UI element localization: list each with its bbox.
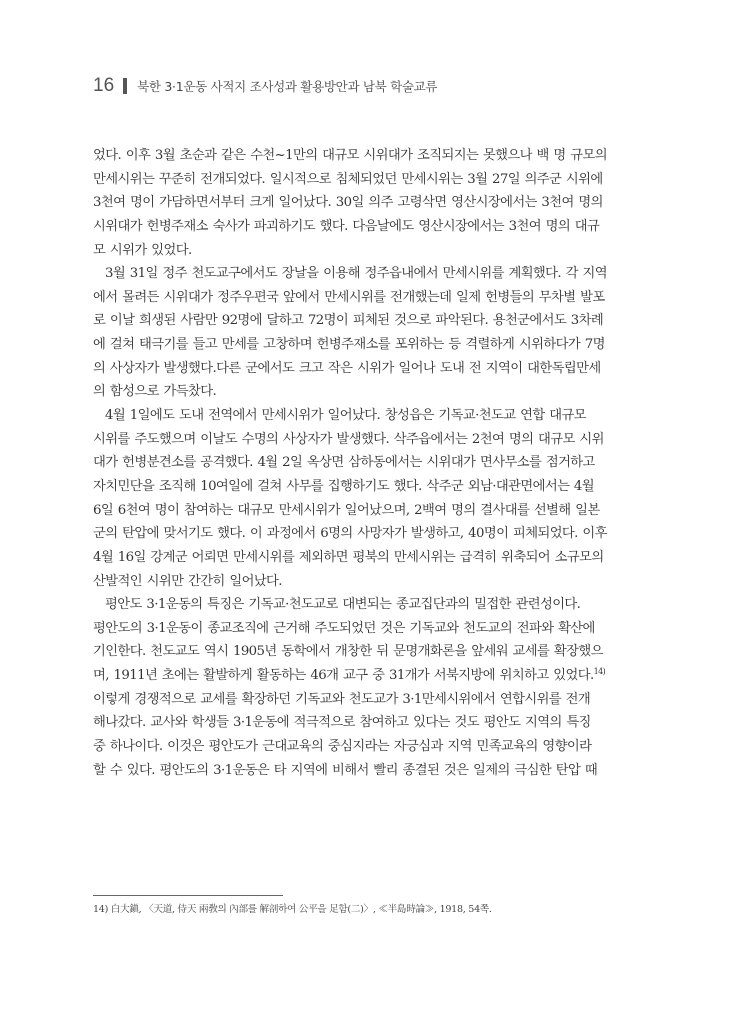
- body-line: 에서 몰려든 시위대가 정주우편국 앞에서 만세시위를 전개했는데 일제 헌병들의 무차별 발포: [93, 289, 605, 305]
- body-line: 모 시위가 있었다.: [93, 242, 192, 258]
- body-line: 6일 6천여 명이 참여하는 대규모 만세시위가 일어났으며, 2백여 명의 결사대를 선별해 일본: [93, 502, 600, 518]
- body-line: 평안도의 3·1운동이 종교조직에 근거해 주도되었던 것은 기독교와 천도교의 전파와 확산에: [93, 620, 595, 636]
- body-line: 었다. 이후 3월 초순과 같은 수천~1만의 대규모 시위대가 조직되지는 못했으나 백 명 규모의: [93, 148, 607, 163]
- body-line-with-footnote: [93, 664, 655, 688]
- header-divider-bar: [123, 78, 127, 94]
- body-line: 해나갔다. 교사와 학생들 3·1운동에 적극적으로 참여하고 있다는 것도 평안도 지역의 특징: [93, 715, 591, 731]
- body-line: 기인한다. 천도교도 역시 1905년 동학에서 개창한 뒤 문명개화론을 앞세워 교세를 확장했으: [93, 644, 603, 660]
- body-line: 군의 탄압에 맞서기도 했다. 이 과정에서 6명의 사망자가 발생하고, 40명이 피체되었다. 이후: [93, 526, 607, 542]
- body-line: 만세시위는 꾸준히 전개되었다. 일시적으로 침체되었던 만세시위는 3월 27일 의주군 시위에: [93, 171, 603, 187]
- footnote-divider: [93, 895, 283, 896]
- body-line: 3월 31일 정주 천도교구에서도 장날을 이용해 정주읍내에서 만세시위를 계획했다. 각 지역: [105, 266, 608, 282]
- body-line: 평안도 3·1운동의 특징은 기독교·천도교로 대변되는 종교집단과의 밀접한 관련성이다.: [105, 597, 581, 613]
- body-line: 4월 16일 강계군 어뢰면 만세시위를 제외하면 평북의 만세시위는 급격히 위축되어 소규모의: [93, 549, 604, 565]
- body-text: [93, 144, 655, 782]
- body-line: 대가 헌병분견소를 공격했다. 4월 2일 옥상면 삼하동에서는 시위대가 면사무소를 점거하고: [93, 455, 595, 471]
- body-line: 이렇게 경쟁적으로 교세를 확장하던 기독교와 천도교가 3·1만세시위에서 연합시위를 전개: [93, 691, 591, 707]
- body-line: 4월 1일에도 도내 전역에서 만세시위가 일어났다. 창성읍은 기독교·천도교 연합 대규모: [105, 408, 586, 424]
- body-line: 의 사상자가 발생했다.다른 군에서도 크고 작은 시위가 일어나 도내 전 지역이 대한독립만세: [93, 360, 601, 376]
- body-line: 시위를 주도했으며 이날도 수명의 사상자가 발생했다. 삭주읍에서는 2천여 명의 대규모 시위: [93, 431, 604, 447]
- footnote: 14) 白大鎭, 〈天道, 侍天 兩敎의 內部를 解剖하여 公平을 足함(二)〉, ≪半島時論≫, 1918, 54쪽.: [93, 904, 492, 915]
- body-line: 산발적인 시위만 간간히 일어났다.: [93, 573, 282, 589]
- body-line: 로 이날 희생된 사람만 92명에 달하고 72명이 피체된 것으로 파악된다. 용천군에서도 3차례: [93, 313, 604, 329]
- running-title: 북한 3·1운동 사적지 조사성과 활용방안과 남북 학술교류: [137, 79, 438, 94]
- footnote-reference[interactable]: 14): [593, 667, 606, 677]
- body-line: 시위대가 헌병주재소 숙사가 파괴하기도 했다. 다음날에도 영산시장에서는 3천여 명의 대규: [93, 218, 600, 234]
- body-line: 의 함성으로 가득찼다.: [93, 384, 217, 400]
- body-line: 에 걸쳐 태극기를 들고 만세를 고창하며 헌병주재소를 포위하는 등 격렬하게 시위하다가 7명: [93, 337, 605, 353]
- body-line-text: 며, 1911년 초에는 활발하게 활동하는 46개 교구 중 31개가 서북지방에 위치하고 있었다.: [93, 668, 594, 684]
- body-line: 할 수 있다. 평안도의 3·1운동은 타 지역에 비해서 빨리 종결된 것은 일제의 극심한 탄압 때: [93, 762, 598, 778]
- body-line: 중 하나이다. 이것은 평안도가 근대교육의 중심지라는 자긍심과 지역 민족교육의 영향이라: [93, 739, 592, 755]
- page-number: 16: [93, 75, 115, 96]
- running-header: [93, 73, 437, 99]
- body-line: 3천여 명이 가담하면서부터 크게 일어났다. 30일 의주 고령삭면 영산시장에서는 3천여 명의: [93, 195, 603, 211]
- body-line: 자치민단을 조직해 10여일에 걸쳐 사무를 집행하기도 했다. 삭주군 외남·대관면에서는 4월: [93, 478, 595, 494]
